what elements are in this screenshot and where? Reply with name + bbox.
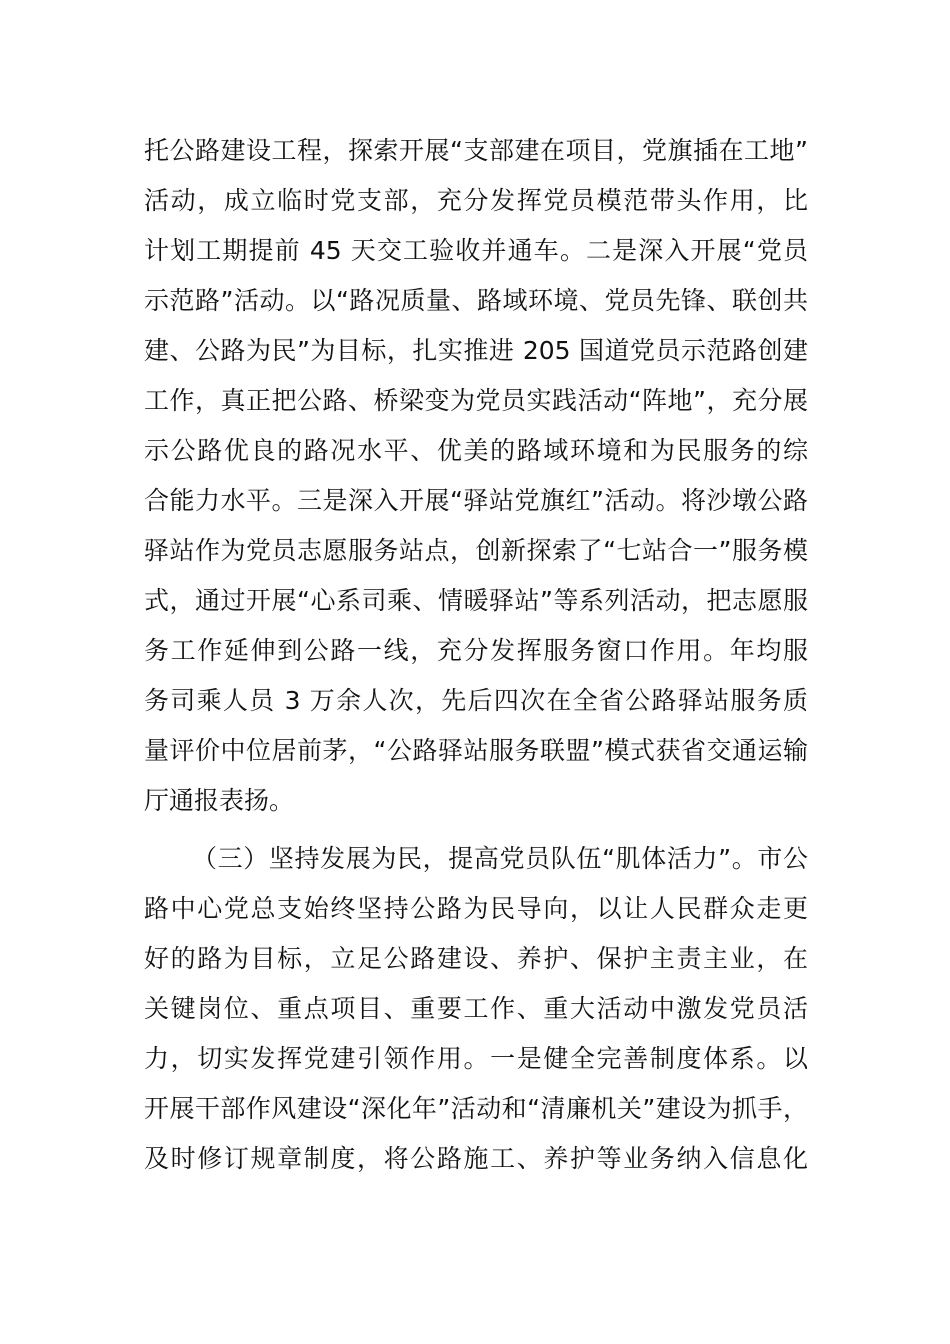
text-line: 务工作延伸到公路一线，充分发挥服务窗口作用。年均服 [144, 636, 808, 665]
text-line: 好的路为目标，立足公路建设、养护、保护主责主业，在 [144, 944, 808, 973]
text-line: 路中心党总支始终坚持公路为民导向，以让人民群众走更 [144, 894, 808, 923]
text-line-first: （三）坚持发展为民，提高党员队伍“肌体活力”。市公 [192, 844, 808, 873]
text-line: 及时修订规章制度，将公路施工、养护等业务纳入信息化 [144, 1144, 808, 1173]
paragraph-1 [144, 126, 808, 826]
text-line: 建、公路为民”为目标，扎实推进 205 国道党员示范路创建 [144, 336, 808, 365]
text-line: 关键岗位、重点项目、重要工作、重大活动中激发党员活 [144, 994, 808, 1023]
text-line: 开展干部作风建设“深化年”活动和“清廉机关”建设为抓手， [144, 1094, 808, 1123]
text-line: 力，切实发挥党建引领作用。一是健全完善制度体系。以 [144, 1044, 808, 1073]
text-line: 托公路建设工程，探索开展“支部建在项目，党旗插在工地” [144, 136, 808, 165]
text-line: 计划工期提前 45 天交工验收并通车。二是深入开展“党员 [144, 236, 808, 265]
text-line: 式，通过开展“心系司乘、情暖驿站”等系列活动，把志愿服 [144, 586, 808, 615]
paragraph-2 [144, 834, 808, 1184]
text-line: 示范路”活动。以“路况质量、路域环境、党员先锋、联创共 [144, 286, 808, 315]
text-line: 务司乘人员 3 万余人次，先后四次在全省公路驿站服务质 [144, 686, 808, 715]
text-line: 工作，真正把公路、桥梁变为党员实践活动“阵地”，充分展 [144, 386, 808, 415]
text-line: 活动，成立临时党支部，充分发挥党员模范带头作用，比 [144, 186, 808, 215]
text-line: 量评价中位居前茅，“公路驿站服务联盟”模式获省交通运输 [144, 736, 808, 765]
text-line: 合能力水平。三是深入开展“驿站党旗红”活动。将沙墩公路 [144, 486, 808, 515]
text-line: 示公路优良的路况水平、优美的路域环境和为民服务的综 [144, 436, 808, 465]
text-line: 驿站作为党员志愿服务站点，创新探索了“七站合一”服务模 [144, 536, 808, 565]
text-line-last: 厅通报表扬。 [144, 786, 295, 815]
